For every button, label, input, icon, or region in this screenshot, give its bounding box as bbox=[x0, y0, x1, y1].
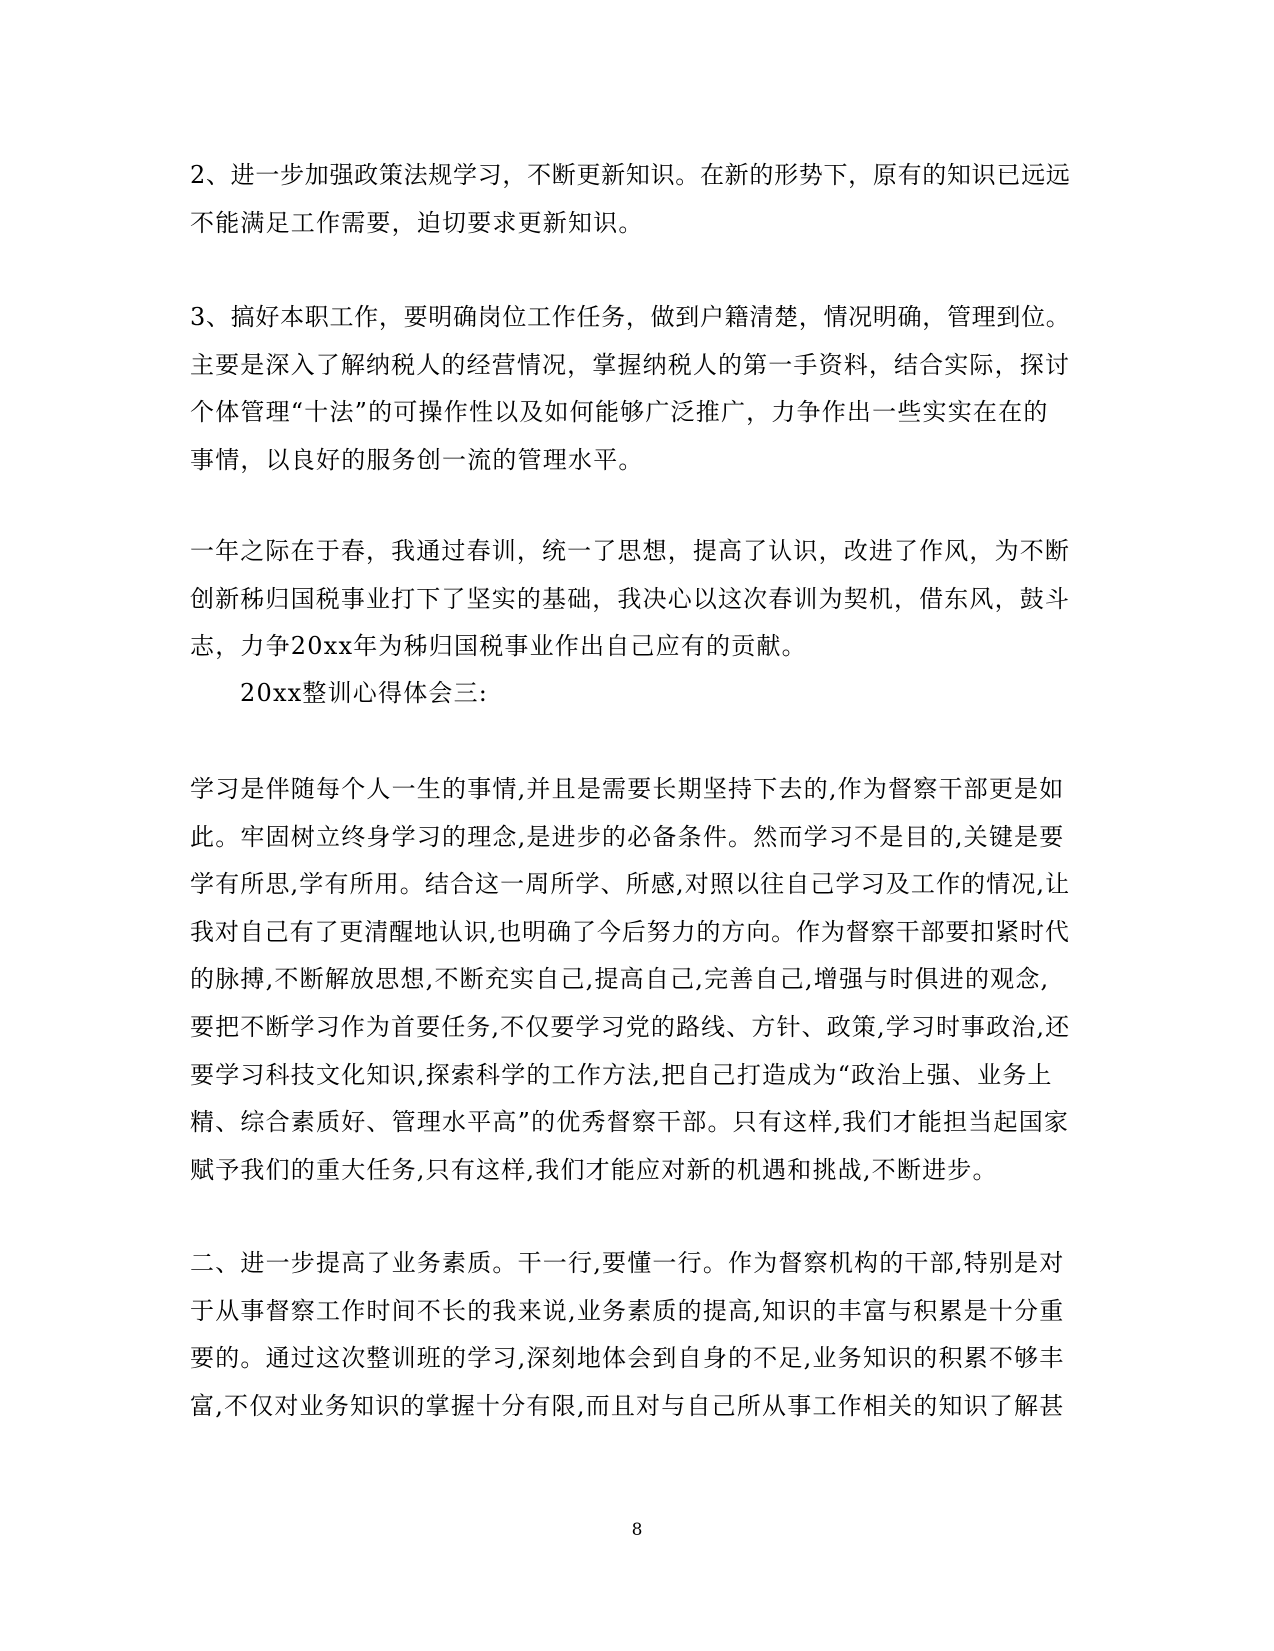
text-line: 要学习科技文化知识,探索科学的工作方法,把自己打造成为“政治上强、业务上 bbox=[190, 1060, 1053, 1089]
text-line: 学有所思,学有所用。结合这一周所学、所感,对照以往自己学习及工作的情况,让 bbox=[190, 870, 1071, 899]
text-line: 不能满足工作需要，迫切要求更新知识。 bbox=[190, 208, 644, 237]
text-line: 志，力争20xx年为秭归国税事业作出自己应有的贡献。 bbox=[190, 632, 807, 661]
paragraph-business-quality bbox=[190, 1240, 1070, 1430]
text-line: 精、综合素质好、管理水平高”的优秀督察干部。只有这样,我们才能担当起国家 bbox=[190, 1108, 1070, 1137]
text-line: 于从事督察工作时间不长的我来说,业务素质的提高,知识的丰富与积累是十分重 bbox=[190, 1296, 1065, 1325]
section-heading: 20xx整训心得体会三: bbox=[240, 679, 489, 707]
text-line: 富,不仅对业务知识的掌握十分有限,而且对与自己所从事工作相关的知识了解甚 bbox=[190, 1391, 1065, 1420]
text-line: 我对自己有了更清醒地认识,也明确了今后努力的方向。作为督察干部要扣紧时代 bbox=[190, 917, 1070, 946]
text-line: 一年之际在于春，我通过春训，统一了思想，提高了认识，改进了作风，为不断 bbox=[190, 537, 1070, 565]
text-line: 的脉搏,不断解放思想,不断充实自己,提高自己,完善自己,增强与时俱进的观念, bbox=[190, 965, 1050, 994]
text-line: 个体管理“十法”的可操作性以及如何能够广泛推广，力争作出一些实实在在的 bbox=[190, 398, 1049, 427]
text-line: 要的。通过这次整训班的学习,深刻地体会到自身的不足,业务知识的积累不够丰 bbox=[190, 1344, 1065, 1373]
paragraph-job-duties bbox=[190, 294, 1070, 484]
page-number: 8 bbox=[631, 1520, 643, 1540]
paragraph-spring-training bbox=[190, 528, 1070, 671]
paragraph-lifelong-learning bbox=[190, 766, 1070, 1194]
text-line: 事情，以良好的服务创一流的管理水平。 bbox=[190, 445, 644, 474]
text-line: 赋予我们的重大任务,只有这样,我们才能应对新的机遇和挑战,不断进步。 bbox=[190, 1155, 998, 1184]
text-line: 3、搞好本职工作，要明确岗位工作任务，做到户籍清楚，情况明确，管理到位。 bbox=[190, 303, 1071, 331]
paragraph-policy-study bbox=[190, 152, 1070, 247]
text-line: 要把不断学习作为首要任务,不仅要学习党的路线、方针、政策,学习时事政治,还 bbox=[190, 1012, 1071, 1041]
text-line: 学习是伴随每个人一生的事情,并且是需要长期坚持下去的,作为督察干部更是如 bbox=[190, 775, 1065, 803]
text-line: 此。牢固树立终身学习的理念,是进步的必备条件。然而学习不是目的,关键是要 bbox=[190, 822, 1065, 851]
text-line: 二、进一步提高了业务素质。干一行,要懂一行。作为督察机构的干部,特别是对 bbox=[190, 1249, 1065, 1277]
text-line: 2、进一步加强政策法规学习，不断更新知识。在新的形势下，原有的知识已远远 bbox=[190, 161, 1071, 189]
text-line: 创新秭归国税事业打下了坚实的基础，我决心以这次春训为契机，借东风，鼓斗 bbox=[190, 584, 1070, 613]
text-line: 主要是深入了解纳税人的经营情况，掌握纳税人的第一手资料，结合实际，探讨 bbox=[190, 350, 1070, 379]
